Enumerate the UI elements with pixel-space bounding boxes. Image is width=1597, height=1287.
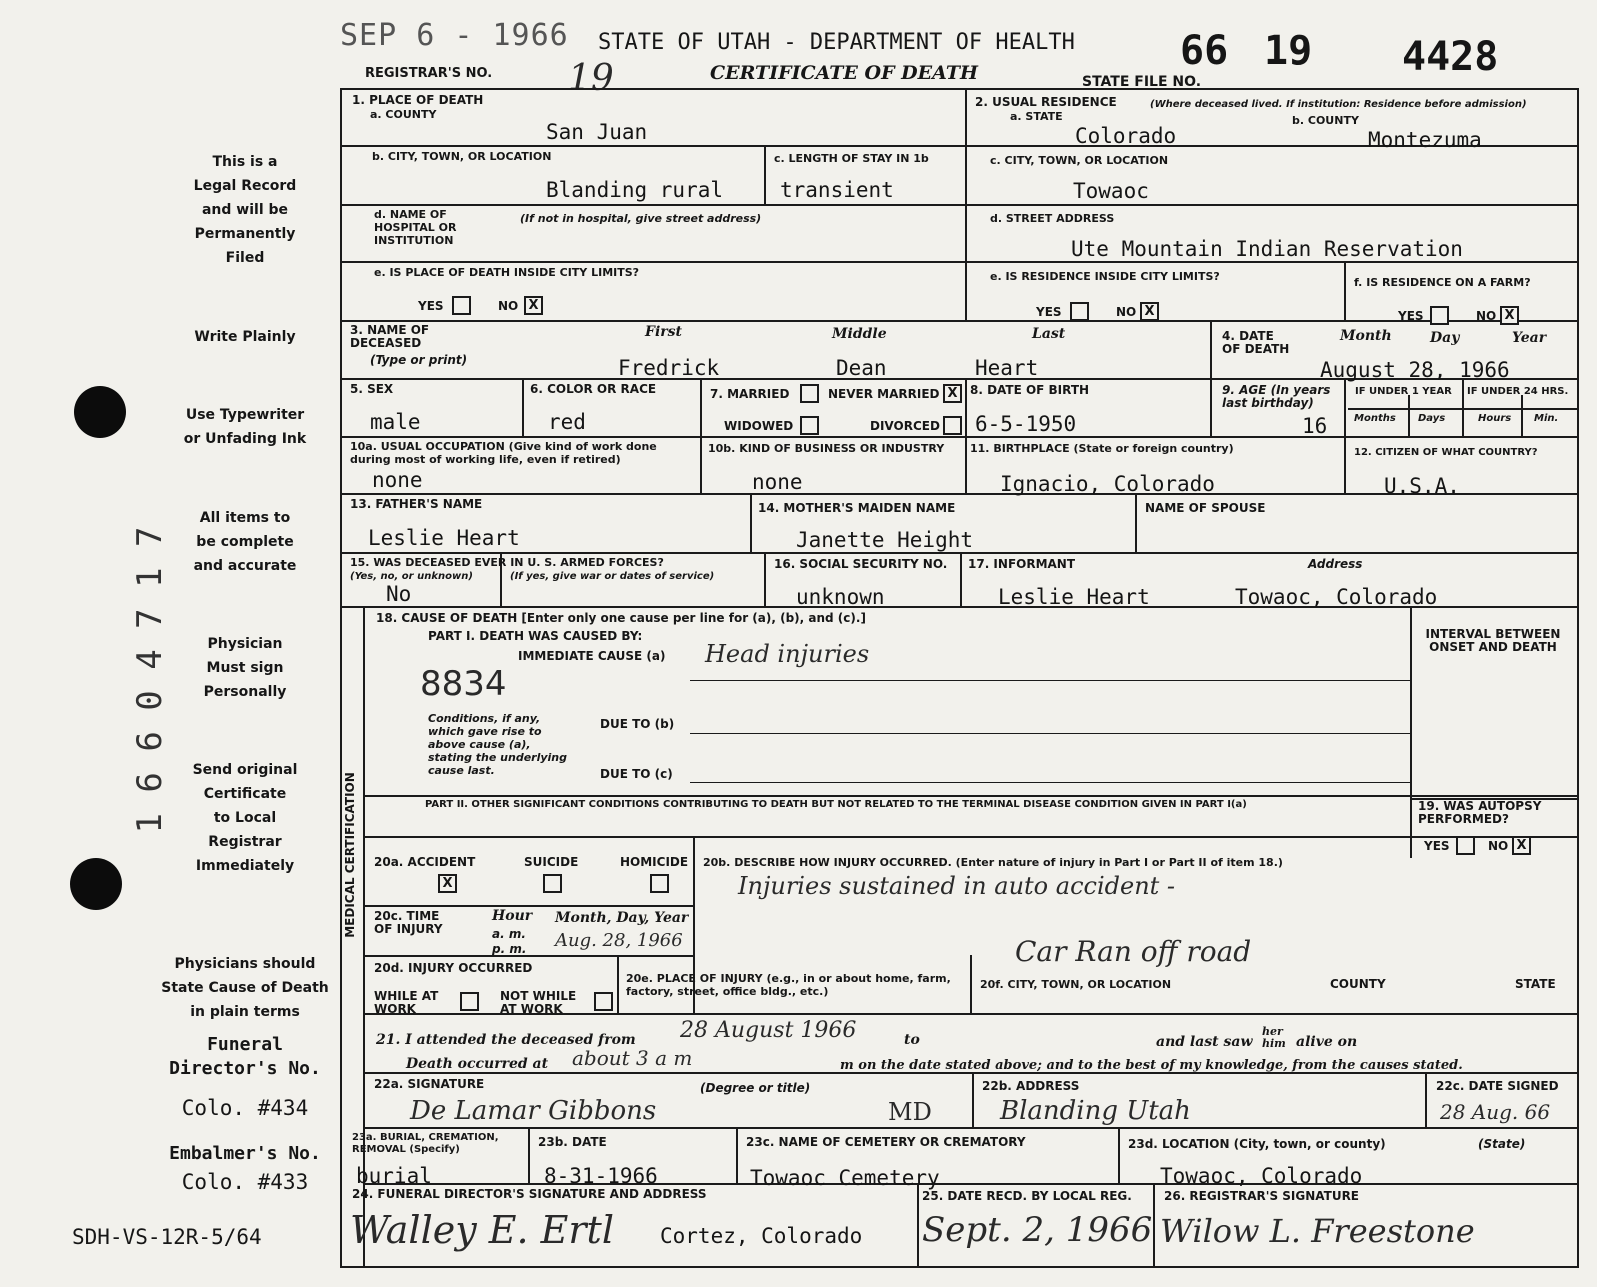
cause-plain-note: Physicians should State Cause of Death in plain terms <box>161 956 329 1020</box>
interval-label: INTERVAL BETWEEN ONSET AND DEATH <box>1425 627 1561 654</box>
attended-from: 28 August 1966 <box>680 1018 857 1043</box>
stated-text: m on the date stated above; and to the best of my knowledge, from the causes stated. <box>840 1058 1463 1073</box>
place-of-injury-label: 20e. PLACE OF INJURY (e.g., in or about home, farm, factory, street, office bldg., etc.) <box>626 972 951 998</box>
pm-label: p. m. <box>492 942 527 956</box>
address-22b-label: 22b. ADDRESS <box>982 1079 1080 1093</box>
burial-location-label: 23d. LOCATION (City, town, or county) <box>1128 1137 1386 1151</box>
date-of-death-label: 4. DATE OF DEATH <box>1222 329 1290 356</box>
burial-state-hint: (State) <box>1478 1137 1526 1151</box>
res-street: Ute Mountain Indian Reservation <box>1071 237 1463 261</box>
divorced-checkbox[interactable] <box>943 416 962 435</box>
state-file-label: STATE FILE NO. <box>1082 74 1202 90</box>
name-label: 3. NAME OF DECEASED <box>350 323 430 350</box>
res-city-limits-label: e. IS RESIDENCE INSIDE CITY LIMITS? <box>990 270 1220 283</box>
file-no-a: 66 <box>1180 28 1229 74</box>
cause-label: 18. CAUSE OF DEATH [Enter only one cause per line for (a), (b), and (c).] <box>376 611 866 625</box>
father-label: 13. FATHER'S NAME <box>350 497 483 511</box>
autopsy-yes-label: YES <box>1424 839 1450 853</box>
industry-label: 10b. KIND OF BUSINESS OR INDUSTRY <box>708 442 945 455</box>
married-label: 7. MARRIED <box>710 387 790 401</box>
res-yes-label: YES <box>1036 305 1062 319</box>
days-label: Days <box>1418 413 1446 424</box>
never-married-checkbox[interactable]: X <box>943 384 962 403</box>
first-name: Fredrick <box>618 356 720 380</box>
industry: none <box>752 470 803 494</box>
time-of-injury-label: 20c. TIME OF INJURY <box>374 909 443 936</box>
injury-state-label: STATE <box>1515 977 1556 991</box>
pod-yes-checkbox[interactable] <box>452 296 471 315</box>
homicide-label: HOMICIDE <box>620 855 689 869</box>
race: red <box>548 410 586 434</box>
day-label: Day <box>1430 330 1460 346</box>
suicide-checkbox[interactable] <box>543 874 562 893</box>
burial-label: 23a. BURIAL, CREMATION, REMOVAL (Specify) <box>352 1132 499 1155</box>
res-yes-checkbox[interactable] <box>1070 302 1089 321</box>
send-original-note: Send original Certificate to Local Registrar Immediately <box>192 762 298 874</box>
pod-city: Blanding rural <box>546 178 724 202</box>
never-married-label: NEVER MARRIED <box>828 387 940 401</box>
sex: male <box>370 410 421 434</box>
due-b-label: DUE TO (b) <box>600 717 675 731</box>
widowed-label: WIDOWED <box>724 419 794 433</box>
spouse-label: NAME OF SPOUSE <box>1145 501 1266 515</box>
ssn-label: 16. SOCIAL SECURITY NO. <box>774 557 948 571</box>
cemetery-label: 23c. NAME OF CEMETERY OR CREMATORY <box>746 1135 1026 1149</box>
death-time: about 3 a m <box>572 1046 693 1070</box>
funeral-director-no: Colo. #434 <box>181 1096 309 1120</box>
autopsy-no-label: NO <box>1488 839 1509 853</box>
certificate-title: CERTIFICATE OF DEATH <box>710 62 978 84</box>
married-checkbox[interactable] <box>800 384 819 403</box>
due-c-label: DUE TO (c) <box>600 767 673 781</box>
residence-hint: (Where deceased lived. If institution: Residence before admission) <box>1150 99 1527 110</box>
date-recd-label: 25. DATE RECD. BY LOCAL REG. <box>922 1189 1132 1203</box>
under-1-year-label: IF UNDER 1 YEAR <box>1355 386 1452 397</box>
armed-hint-b: (If yes, give war or dates of service) <box>510 571 715 582</box>
res-county: Montezuma <box>1368 128 1482 152</box>
name-hint: (Type or print) <box>370 353 468 367</box>
middle-name: Dean <box>836 356 887 380</box>
mdy-label: Month, Day, Year <box>555 910 689 926</box>
injury-description-2: Car Ran off road <box>1015 935 1252 968</box>
informant-address: Towaoc, Colorado <box>1235 585 1438 609</box>
date-signed-label: 22c. DATE SIGNED <box>1436 1079 1559 1093</box>
not-work-label: NOT WHILE AT WORK <box>500 989 577 1016</box>
registrar-no: 19 <box>568 58 614 99</box>
armed-forces-label: 15. WAS DECEASED EVER IN U. S. ARMED FORCES? <box>350 556 664 569</box>
race-label: 6. COLOR OR RACE <box>530 382 657 396</box>
homicide-checkbox[interactable] <box>650 874 669 893</box>
hour-label: Hour <box>492 908 533 924</box>
min-label: Min. <box>1534 413 1559 424</box>
part1-label: PART I. DEATH WAS CAUSED BY: <box>428 629 643 643</box>
not-work-checkbox[interactable] <box>594 992 613 1011</box>
injury-occurred-label: 20d. INJURY OCCURRED <box>374 961 533 975</box>
divorced-label: DIVORCED <box>870 419 940 433</box>
street-label: d. STREET ADDRESS <box>990 212 1115 225</box>
medical-certification-label: MEDICAL CERTIFICATION <box>343 772 357 938</box>
months-label: Months <box>1354 413 1396 424</box>
funeral-address: Cortez, Colorado <box>660 1224 863 1248</box>
res-state-label: a. STATE <box>1010 110 1063 123</box>
accident-checkbox[interactable]: X <box>438 874 457 893</box>
part2-label: PART II. OTHER SIGNIFICANT CONDITIONS CONTRIBUTING TO DEATH BUT NOT RELATED TO THE TERMINAL DISEASE CONDITION GIVEN IN PART I(a) <box>425 799 1247 810</box>
place-of-death-label: 1. PLACE OF DEATH <box>352 93 484 107</box>
received-stamp: SEP 6 - 1966 <box>340 18 569 53</box>
res-state: Colorado <box>1075 124 1177 148</box>
death-occurred-label: Death occurred at <box>406 1056 549 1072</box>
burial-location: Towaoc, Colorado <box>1160 1164 1363 1188</box>
punch-hole-top <box>74 386 126 438</box>
cause-b-line <box>690 733 1410 734</box>
legal-record-note: This is a Legal Record and will be Permanently Filed <box>193 154 297 266</box>
middle-label: Middle <box>832 326 887 342</box>
birthplace-label: 11. BIRTHPLACE (State or foreign country) <box>970 442 1234 455</box>
farm-label: f. IS RESIDENCE ON A FARM? <box>1354 276 1531 289</box>
informant-label: 17. INFORMANT <box>968 557 1076 571</box>
farm-no-label: NO <box>1476 309 1497 323</box>
cemetery: Towaoc Cemetery <box>750 1166 940 1190</box>
write-plainly-note: Write Plainly <box>194 329 296 345</box>
res-no-checkbox[interactable]: X <box>1140 302 1159 321</box>
degree-label: (Degree or title) <box>700 1081 811 1095</box>
dob-label: 8. DATE OF BIRTH <box>970 383 1090 397</box>
armed-hint-a: (Yes, no, or unknown) <box>350 571 473 582</box>
registrar-signature: Wilow L. Freestone <box>1160 1212 1475 1250</box>
while-work-label: WHILE AT WORK <box>374 989 439 1016</box>
ssn: unknown <box>796 585 885 609</box>
autopsy-label: 19. WAS AUTOPSY PERFORMED? <box>1418 799 1542 826</box>
farm-yes-label: YES <box>1398 309 1424 323</box>
typewriter-note: Use Typewriter or Unfading Ink <box>183 407 307 447</box>
res-city: Towaoc <box>1073 179 1149 203</box>
last-label: Last <box>1032 326 1066 342</box>
punch-hole-bottom <box>70 858 122 910</box>
pod-county: San Juan <box>546 120 648 144</box>
month-label: Month <box>1340 328 1392 344</box>
last-name: Heart <box>975 356 1039 380</box>
citizen-label: 12. CITIZEN OF WHAT COUNTRY? <box>1354 447 1538 458</box>
conditions-note: Conditions, if any, which gave rise to above cause (a), stating the underlying cause last. <box>428 712 568 777</box>
res-city-label: c. CITY, TOWN, OR LOCATION <box>990 154 1169 167</box>
to-label: to <box>904 1032 920 1048</box>
pod-city-limits-label: e. IS PLACE OF DEATH INSIDE CITY LIMITS? <box>374 266 640 279</box>
form-number: SDH-VS-12R-5/64 <box>72 1225 262 1249</box>
registrar-no-label: REGISTRAR'S NO. <box>365 66 493 81</box>
widowed-checkbox[interactable] <box>800 416 819 435</box>
funeral-signature: Walley E. Ertl <box>350 1208 614 1252</box>
year-label: Year <box>1512 330 1547 346</box>
age: 16 <box>1302 414 1328 438</box>
complete-note: All items to be complete and accurate <box>193 510 297 574</box>
last-saw-label: and last saw <box>1156 1034 1253 1050</box>
burial-type: burial <box>356 1164 432 1188</box>
cause-c-line <box>690 782 1410 783</box>
pod-no-checkbox[interactable]: X <box>524 296 543 315</box>
citizen: U.S.A. <box>1384 474 1460 498</box>
date-recd: Sept. 2, 1966 <box>922 1210 1153 1250</box>
farm-no-checkbox[interactable]: X <box>1500 306 1519 325</box>
injury-county-label: COUNTY <box>1330 977 1386 991</box>
hospital-label: d. NAME OF HOSPITAL OR INSTITUTION <box>374 208 457 247</box>
age-label: 9. AGE (In years last birthday) <box>1222 383 1331 410</box>
accident-label: 20a. ACCIDENT <box>374 855 476 869</box>
suicide-label: SUICIDE <box>524 855 579 869</box>
am-label: a. m. <box>492 927 526 941</box>
residence-label: 2. USUAL RESIDENCE <box>975 95 1117 109</box>
injury-city-label: 20f. CITY, TOWN, OR LOCATION <box>980 978 1172 991</box>
embalmer-no: Colo. #433 <box>181 1170 309 1194</box>
burial-date: 8-31-1966 <box>544 1164 658 1188</box>
file-no-b: 19 <box>1264 28 1313 74</box>
cause-a-line <box>690 680 1410 681</box>
armed-forces: No <box>386 582 412 606</box>
date-of-birth: 6-5-1950 <box>975 412 1077 436</box>
pod-no-label: NO <box>498 299 519 313</box>
funeral-director-label: Funeral Director's No. <box>169 1034 321 1079</box>
physician-address: Blanding Utah <box>1000 1096 1191 1126</box>
first-label: First <box>645 324 682 340</box>
birthplace: Ignacio, Colorado <box>1000 472 1215 496</box>
address-label: Address <box>1308 557 1363 571</box>
injury-description: Injuries sustained in auto accident - <box>738 872 1176 900</box>
her-him-label: her him <box>1262 1025 1286 1050</box>
injury-describe-label: 20b. DESCRIBE HOW INJURY OCCURRED. (Enter nature of injury in Part I or Part II of item 18.) <box>703 856 1283 869</box>
funeral-sig-label: 24. FUNERAL DIRECTOR'S SIGNATURE AND ADDRESS <box>352 1187 707 1201</box>
while-work-checkbox[interactable] <box>460 992 479 1011</box>
immediate-cause: Head injuries <box>705 640 870 668</box>
pod-yes-label: YES <box>418 299 444 313</box>
hospital-hint: (If not in hospital, give street address) <box>520 212 762 225</box>
registrar-sig-label: 26. REGISTRAR'S SIGNATURE <box>1164 1189 1359 1203</box>
occupation: none <box>372 468 423 492</box>
pod-county-label: a. COUNTY <box>370 108 437 121</box>
date-of-death: August 28, 1966 <box>1320 358 1510 382</box>
date-signed: 28 Aug. 66 <box>1440 1100 1551 1124</box>
alive-on-label: alive on <box>1296 1034 1358 1050</box>
informant: Leslie Heart <box>998 585 1150 609</box>
mother-label: 14. MOTHER'S MAIDEN NAME <box>758 501 956 515</box>
farm-yes-checkbox[interactable] <box>1430 306 1449 325</box>
injury-date: Aug. 28, 1966 <box>555 930 683 951</box>
burial-date-label: 23b. DATE <box>538 1135 607 1149</box>
occupation-label: 10a. USUAL OCCUPATION (Give kind of work done during most of working life, even if retired) <box>350 440 657 466</box>
immediate-cause-label: IMMEDIATE CAUSE (a) <box>518 649 666 663</box>
cause-code: 8834 <box>420 664 507 704</box>
physician-signature: De Lamar Gibbons <box>410 1096 657 1126</box>
file-no-c: 4428 <box>1402 34 1499 80</box>
pod-city-label: b. CITY, TOWN, OR LOCATION <box>372 150 552 163</box>
autopsy-yes-checkbox[interactable] <box>1456 836 1475 855</box>
res-no-label: NO <box>1116 305 1137 319</box>
sex-label: 5. SEX <box>350 382 394 396</box>
attended-label: 21. I attended the deceased from <box>376 1032 636 1048</box>
res-county-label: b. COUNTY <box>1292 114 1359 127</box>
vertical-certificate-number: 1 6 6 0 4 7 1 7 <box>130 526 170 834</box>
signature-label: 22a. SIGNATURE <box>374 1077 485 1091</box>
father-name: Leslie Heart <box>368 526 520 550</box>
embalmer-label: Embalmer's No. <box>169 1143 321 1164</box>
physician-degree: MD <box>888 1098 932 1126</box>
agency-title: STATE OF UTAH - DEPARTMENT OF HEALTH <box>598 30 1075 55</box>
physician-sign-note: Physician Must sign Personally <box>203 636 287 700</box>
hours-label: Hours <box>1478 413 1512 424</box>
stay-label: c. LENGTH OF STAY IN 1b <box>774 152 929 165</box>
under-24-label: IF UNDER 24 HRS. <box>1467 386 1569 397</box>
mother-name: Janette Height <box>796 528 974 552</box>
stay-length: transient <box>780 178 894 202</box>
autopsy-no-checkbox[interactable]: X <box>1512 836 1531 855</box>
